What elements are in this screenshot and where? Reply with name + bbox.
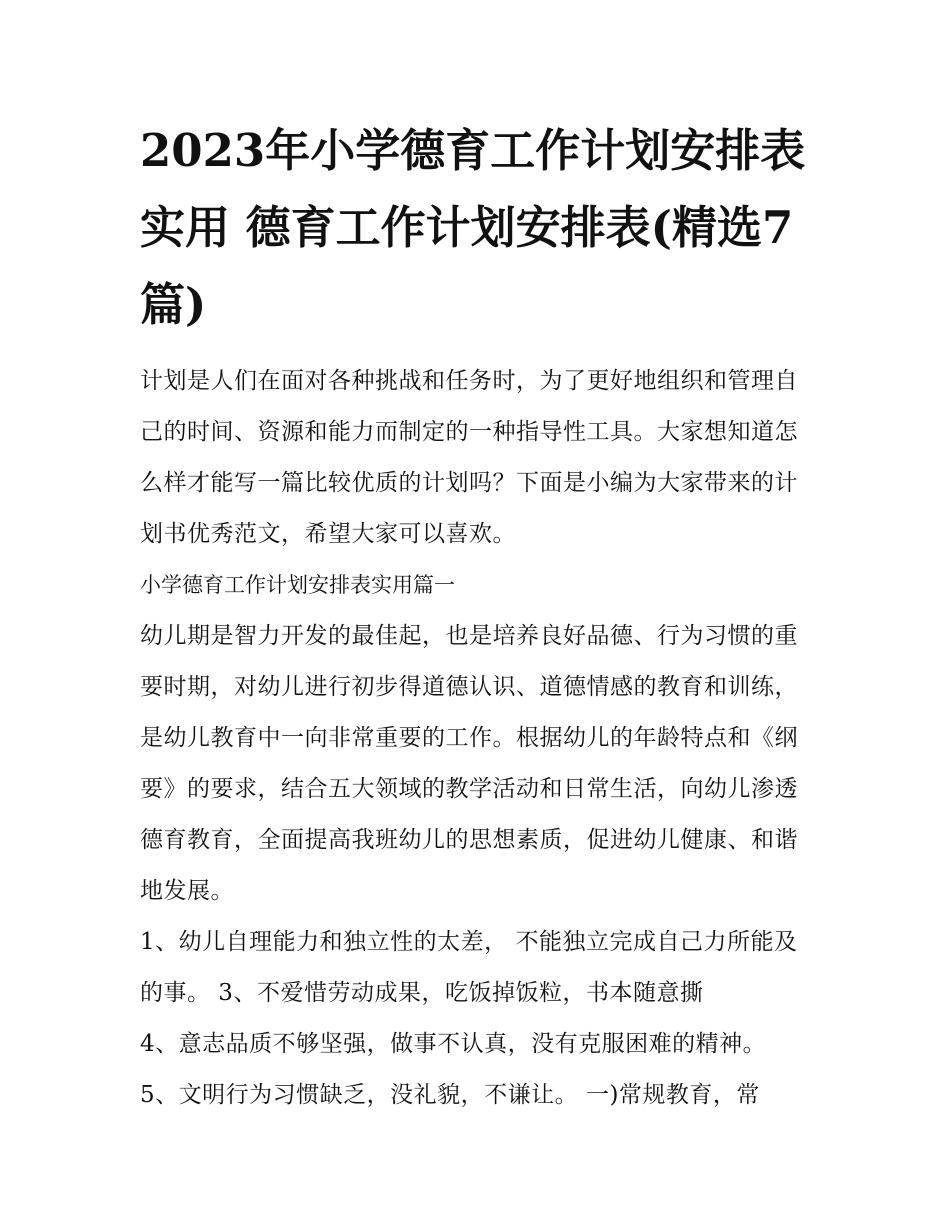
intro-paragraph: 计划是人们在面对各种挑战和任务时，为了更好地组织和管理自己的时间、资源和能力而制定的一种指导性工具。大家想知道怎么样才能写一篇比较优质的计划吗？下面是小编为大家带来的计划书优秀范文，希望大家可以喜欢。: [140, 368, 798, 547]
list-item: 5、文明行为习惯缺乏，没礼貌，不谦让。 一)常规教育，常: [140, 1082, 760, 1108]
document-page: [140, 112, 812, 1121]
list-item: 4、意志品质不够坚强，做事不认真，没有克服困难的精神。: [140, 1031, 767, 1057]
section-heading: 小学德育工作计划安排表实用篇一: [140, 573, 455, 597]
section-paragraph: 幼儿期是智力开发的最佳起，也是培养良好品德、行为习惯的重要时期，对幼儿进行初步得道德认识、道德情感的教育和训练，是幼儿教育中一向非常重要的工作。根据幼儿的年龄特点和《纲要》的要求，结合五大领域的教学活动和日常生活，向幼儿渗透德育教育，全面提高我班幼儿的思想素质，促进幼儿健康、和谐地发展。: [140, 623, 798, 904]
document-title: 2023年小学德育工作计划安排表实用 德育工作计划安排表(精选7篇): [140, 124, 806, 331]
list-item: 1、幼儿自理能力和独立性的太差， 不能独立完成自己力所能及的事。 3、不爱惜劳动成果，吃饭掉饭粒，书本随意撕: [140, 929, 798, 1006]
